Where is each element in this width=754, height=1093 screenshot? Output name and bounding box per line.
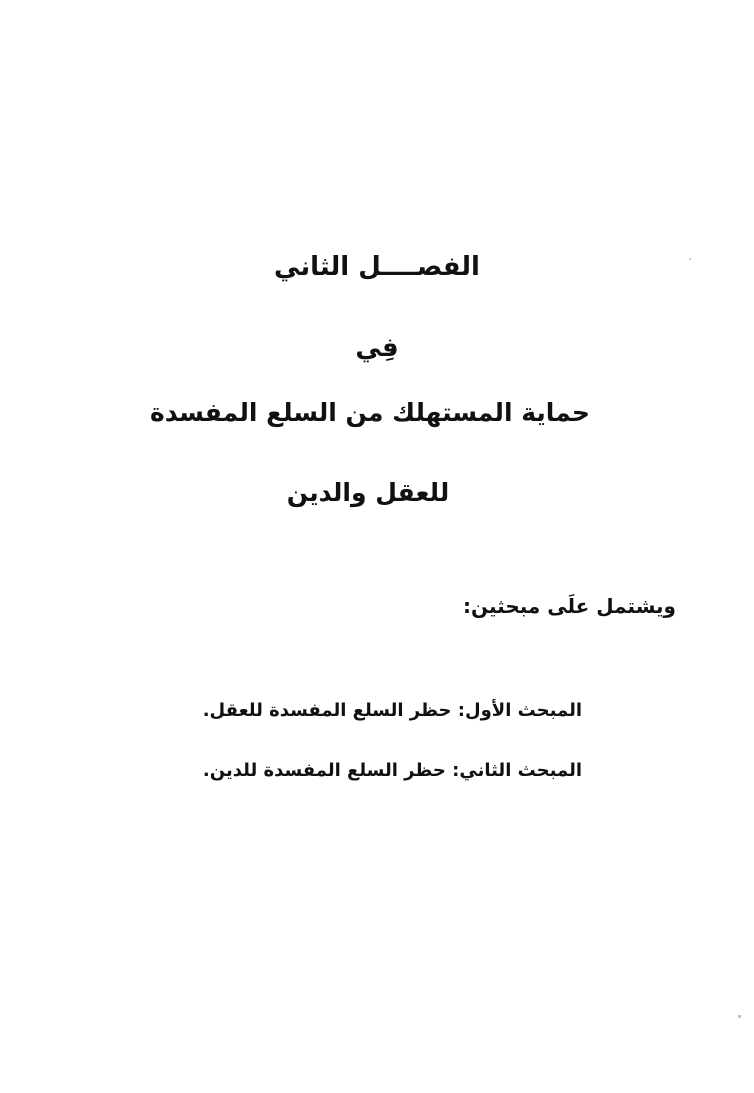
contents-intro: ويشتمل علَى مبحثين: [463,594,676,618]
chapter-title: الفصــــل الثاني [274,252,480,282]
chapter-preposition: فِي [355,333,399,363]
scan-speck [738,1015,741,1018]
section-item-first: المبحث الأول: حظر السلع المفسدة للعقل. [202,700,582,721]
chapter-subject-line-1: حماية المستهلك من السلع المفسدة [150,398,590,427]
section-item-second: المبحث الثاني: حظر السلع المفسدة للدين. [202,760,582,781]
scan-speck [689,258,691,260]
chapter-subject-line-2: للعقل والدين [286,478,450,507]
